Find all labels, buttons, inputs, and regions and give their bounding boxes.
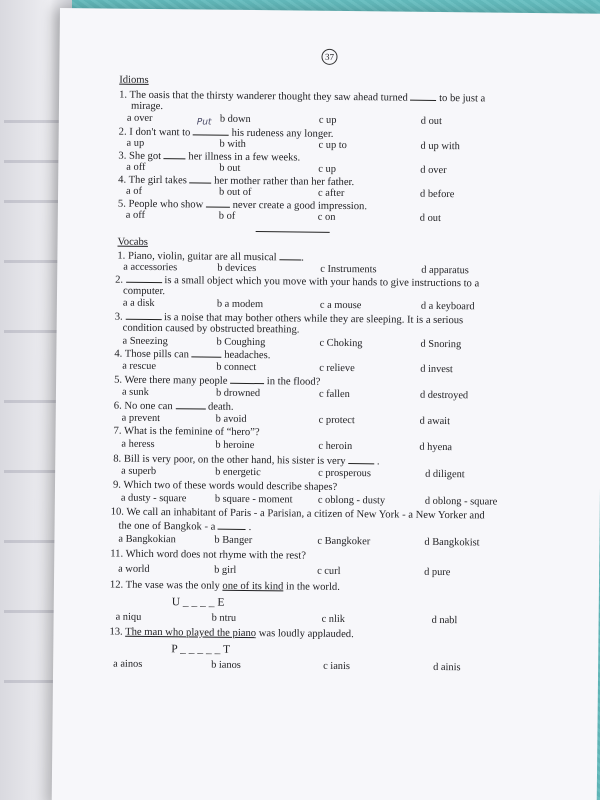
option: a accessories <box>123 261 178 274</box>
option: a heress <box>121 438 155 451</box>
idioms-heading: Idioms <box>119 74 149 86</box>
option: c up <box>318 163 336 175</box>
vocab-q9: 9. Which two of these words would describe shapes? <box>112 479 338 493</box>
vocab-q10: 10. We call an inhabitant of Paris - a Parisian, a citizen of New York - a New Yorker and <box>110 506 485 522</box>
option: a Sneezing <box>122 335 168 348</box>
option: c Bangkoker <box>317 535 371 548</box>
option: a ainos <box>113 658 143 670</box>
idiom-q3: 3. She got her illness in a few weeks. <box>118 150 301 164</box>
vocab-q2: 2. is a small object which you move with your hands to give instructions to a <box>115 274 480 290</box>
option: c up <box>318 114 337 126</box>
option: d Snoring <box>420 338 462 351</box>
vocab-q12: 12. The vase was the only one of its kind in the world. <box>109 579 340 593</box>
option: a over <box>126 112 153 124</box>
option: d over <box>420 164 447 177</box>
option: d oblong - square <box>424 495 498 508</box>
option: b square - moment <box>214 493 293 506</box>
idiom-q1-cont: mirage. <box>130 100 164 113</box>
option: a up <box>126 137 145 149</box>
option: b energetic <box>215 466 261 479</box>
option: d hyena <box>419 441 453 454</box>
option: c heroin <box>318 440 353 453</box>
vocab-q3: 3. is a noise that may bother others while they are sleeping. It is a serious <box>114 311 464 327</box>
option: c curl <box>317 565 341 577</box>
option: b connect <box>216 361 257 374</box>
idiom-q5: 5. People who show never create a good impression. <box>117 198 368 213</box>
option: a prevent <box>121 412 161 425</box>
option: b Banger <box>214 534 253 547</box>
vocab-q13-pattern: P _ _ _ _ _ T <box>171 643 231 656</box>
idiom-q1: 1. The oasis that the thirsty wanderer thought they saw ahead turned to be just a <box>119 89 486 105</box>
option: b heroine <box>215 439 255 452</box>
option: b avoid <box>215 413 247 425</box>
vocab-q1: 1. Piano, violin, guitar are all musical . <box>117 250 304 264</box>
vocab-q2-cont: computer. <box>122 285 166 298</box>
option: d ainis <box>433 661 461 674</box>
option: c up to <box>318 139 347 152</box>
option: d Bangkokist <box>424 536 480 549</box>
vocab-q6: 6. No one can death. <box>113 400 234 413</box>
idiom-q4: 4. The girl takes her mother rather than her father. <box>118 174 355 189</box>
option: a off <box>126 161 146 173</box>
option: a of <box>126 185 143 197</box>
option: d nabl <box>431 614 458 627</box>
vocabs-heading: Vocabs <box>117 236 149 248</box>
option: c ianis <box>323 660 351 673</box>
option: b of <box>218 210 236 222</box>
option: c fallen <box>318 388 350 401</box>
option: c Instruments <box>320 263 377 276</box>
option: c relieve <box>319 362 355 375</box>
option: b drowned <box>215 387 261 400</box>
option: a Bangkokian <box>118 533 176 546</box>
option: d await <box>419 415 451 428</box>
option: c a mouse <box>319 299 362 312</box>
idiom-q2: 2. I don't want to his rudeness any longer. <box>118 126 334 140</box>
option: d pure <box>424 566 451 579</box>
option: c nlik <box>321 613 346 626</box>
option: d out <box>419 212 441 224</box>
option: a off <box>125 209 146 221</box>
option: d diligent <box>425 468 465 481</box>
option: c oblong - dusty <box>317 494 386 507</box>
vocab-q13: 13. The man who played the piano was loudly applauded. <box>109 626 354 641</box>
option: b down <box>219 113 251 126</box>
option: b Coughing <box>216 336 266 349</box>
handwritten-note: Put <box>196 117 212 128</box>
option: d a keyboard <box>420 300 475 313</box>
option: d before <box>420 188 455 201</box>
option: b a modem <box>216 298 264 311</box>
section-divider <box>256 231 330 233</box>
vocab-q10-cont: the one of Bangkok - a . <box>118 520 252 534</box>
option: a sunk <box>121 386 149 398</box>
option: a a disk <box>122 297 155 310</box>
option: d destroyed <box>419 389 469 402</box>
vocab-q8: 8. Bill is very poor, on the other hand, his sister is very . <box>113 453 380 468</box>
option: c prosperous <box>318 467 372 480</box>
option: d invest <box>420 363 453 376</box>
option: a rescue <box>122 360 157 373</box>
option: b girl <box>214 564 237 576</box>
option: a niqu <box>115 611 142 623</box>
option: b with <box>219 138 246 150</box>
vocab-q3-cont: condition caused by obstructed breathing. <box>122 322 300 336</box>
option: a superb <box>121 465 157 478</box>
vocab-q11: 11. Which word does not rhyme with the rest? <box>110 548 306 562</box>
vocab-q4: 4. Those pills can headaches. <box>114 348 271 362</box>
option: d out <box>420 115 442 128</box>
option: c Choking <box>319 337 363 350</box>
vocab-q7: 7. What is the feminine of “hero”? <box>113 425 260 439</box>
option: d up with <box>420 140 460 153</box>
option: a world <box>118 563 150 575</box>
option: b out <box>219 162 241 174</box>
page-number: 37 <box>321 49 337 65</box>
option: b out of <box>219 186 252 199</box>
option: b ianos <box>211 659 241 671</box>
worksheet-page <box>52 8 600 800</box>
vocab-q5: 5. Were there many people in the flood? <box>114 374 321 388</box>
option: c on <box>317 211 336 223</box>
option: b devices <box>217 262 257 275</box>
option: c after <box>318 187 345 199</box>
option: c protect <box>318 414 355 427</box>
option: b ntru <box>211 612 237 624</box>
vocab-q12-pattern: U _ _ _ _ E <box>171 596 225 609</box>
option: a dusty - square <box>120 492 187 505</box>
option: d apparatus <box>421 264 469 277</box>
